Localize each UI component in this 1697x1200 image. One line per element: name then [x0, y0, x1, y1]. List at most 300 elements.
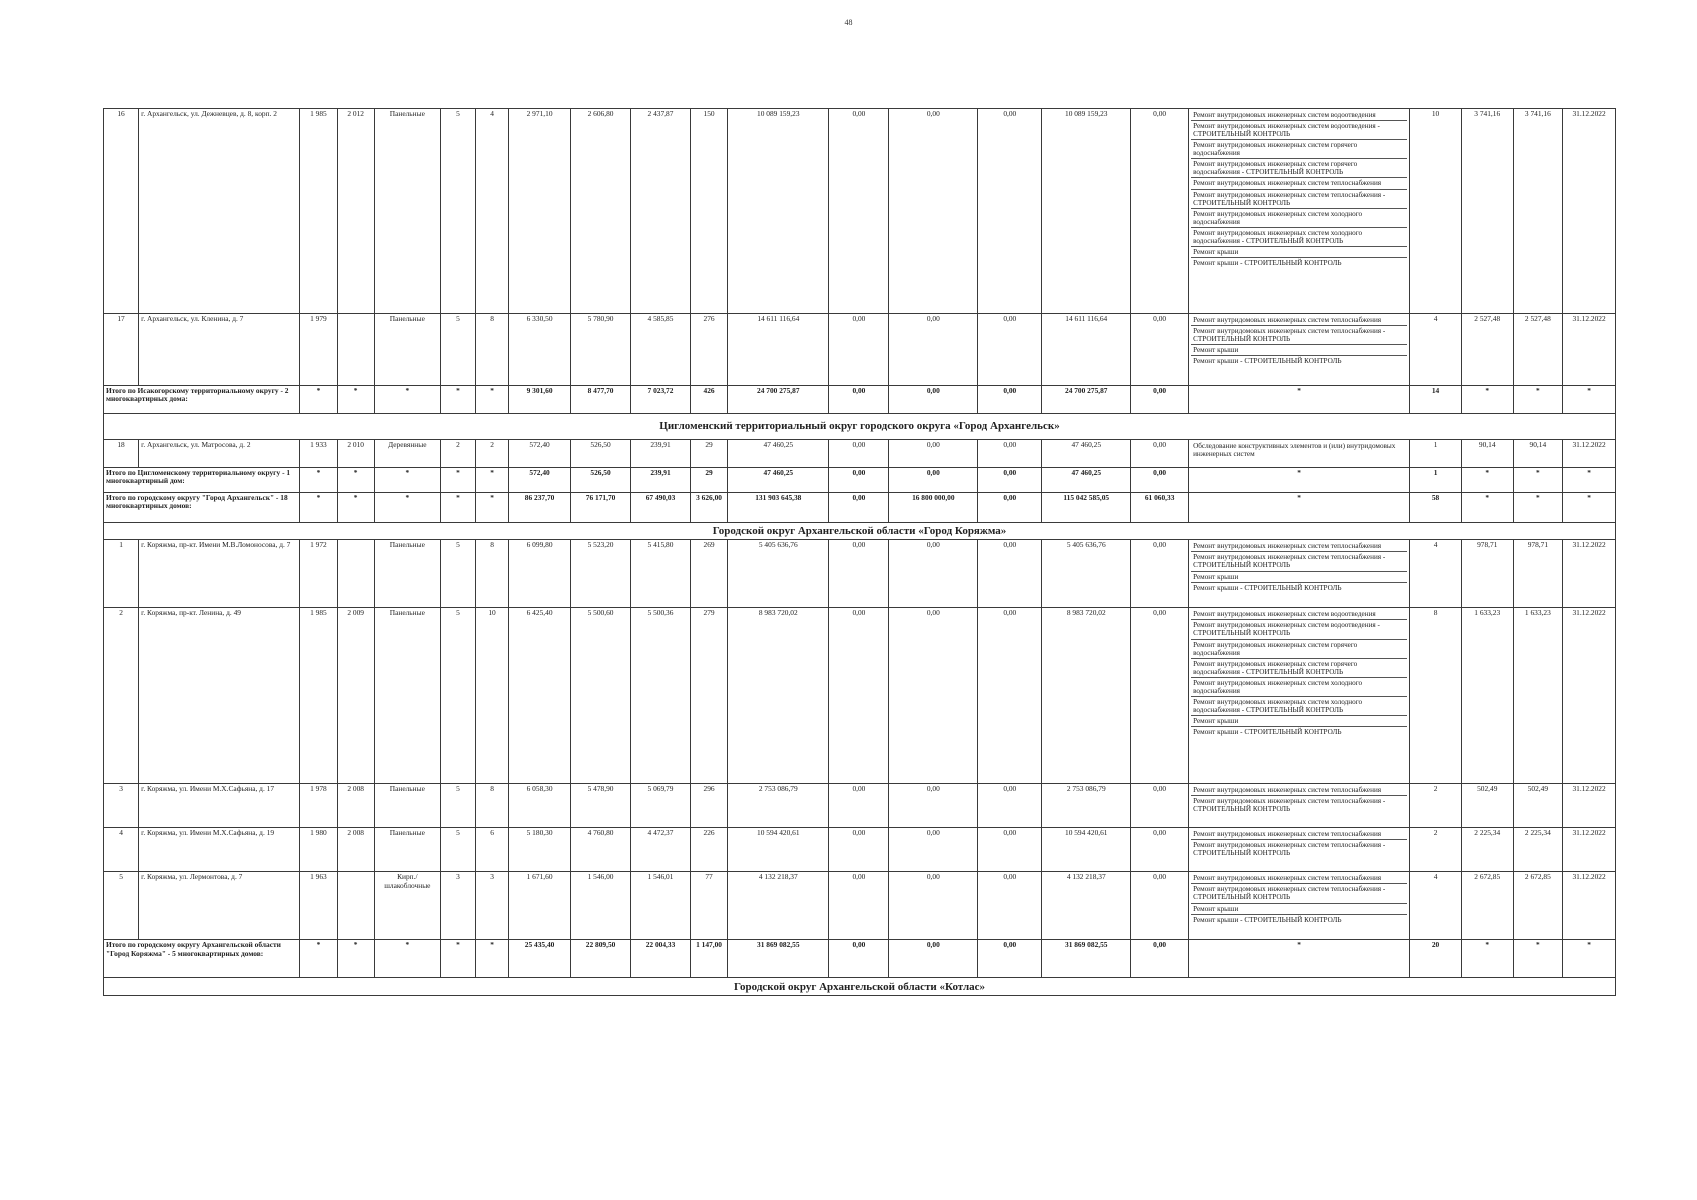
work-item: Ремонт внутридомовых инженерных систем теплоснабжения - СТРОИТЕЛЬНЫЙ КОНТРОЛЬ [1191, 552, 1407, 571]
fund-cell: 0,00 [829, 314, 889, 386]
work-item: Ремонт крыши - СТРОИТЕЛЬНЫЙ КОНТРОЛЬ [1193, 583, 1342, 592]
star-cell: * [440, 468, 475, 493]
entrances-cell: 8 [476, 784, 509, 828]
work-item: Ремонт внутридомовых инженерных систем водоотведения [1191, 110, 1407, 121]
other-funds-cell: 0,00 [1131, 314, 1189, 386]
budget-local-cell: 0,00 [978, 109, 1042, 314]
work-item: Ремонт внутридомовых инженерных систем теплоснабжения [1191, 178, 1407, 189]
section-title-cell: Городской округ Архангельской области «Город Коряжма» [104, 523, 1616, 540]
deadline-cell: 31.12.2022 [1563, 540, 1616, 608]
star-cell: * [476, 386, 509, 414]
residents-cell: 77 [690, 872, 727, 940]
budget-local-cell: 0,00 [978, 468, 1042, 493]
fund-cell: 0,00 [829, 493, 889, 523]
other-funds-cell: 0,00 [1131, 386, 1189, 414]
section-title-cell: Цигломенский территориальный округ городского округа «Город Архангельск» [104, 414, 1616, 440]
star-cell: * [374, 386, 440, 414]
budget-region-cell: 0,00 [889, 608, 978, 784]
entrances-cell: 10 [476, 608, 509, 784]
unit-cost-cell: 2 527,48 [1461, 314, 1513, 386]
owners-funds-cell: 31 869 082,55 [1042, 940, 1131, 978]
table-row [104, 540, 1616, 608]
table-row [104, 828, 1616, 872]
residents-cell: 1 147,00 [690, 940, 727, 978]
other-funds-cell: 0,00 [1131, 540, 1189, 608]
works-count-cell: 1 [1410, 468, 1462, 493]
budget-local-cell: 0,00 [978, 314, 1042, 386]
star-cell: * [337, 493, 374, 523]
total-row [104, 940, 1616, 978]
deadline-cell: 31.12.2022 [1563, 608, 1616, 784]
cost-total-cell: 131 903 645,38 [728, 493, 829, 523]
residents-cell: 150 [690, 109, 727, 314]
cost-total-cell: 47 460,25 [728, 440, 829, 468]
budget-region-cell: 0,00 [889, 540, 978, 608]
area-residential-cell: 22 004,33 [631, 940, 691, 978]
area-total-cell: 6 099,80 [509, 540, 571, 608]
star-cell: * [1513, 468, 1563, 493]
work-item: Ремонт крыши - СТРОИТЕЛЬНЫЙ КОНТРОЛЬ [1193, 258, 1342, 267]
table-body [104, 109, 1616, 996]
work-item: Ремонт крыши [1191, 345, 1407, 356]
year-built-cell: 1 985 [300, 109, 337, 314]
area-living-cell: 5 478,90 [571, 784, 631, 828]
budget-region-cell: 16 800 000,00 [889, 493, 978, 523]
table-row [104, 440, 1616, 468]
star-cell: * [1461, 468, 1513, 493]
work-item: Ремонт внутридомовых инженерных систем теплоснабжения - СТРОИТЕЛЬНЫЙ КОНТРОЛЬ [1191, 884, 1407, 903]
floors-cell: 2 [440, 440, 475, 468]
works-count-cell: 58 [1410, 493, 1462, 523]
unit-cost-cell: 3 741,16 [1461, 109, 1513, 314]
deadline-cell: 31.12.2022 [1563, 440, 1616, 468]
row-number-cell: 18 [104, 440, 139, 468]
year-built-cell: 1 985 [300, 608, 337, 784]
year-built-cell: 1 979 [300, 314, 337, 386]
row-number-cell: 16 [104, 109, 139, 314]
work-item: Обследование конструктивных элементов и (или) внутридомовых инженерных систем [1193, 442, 1396, 459]
year-repair-cell: 2 008 [337, 784, 374, 828]
wall-material-cell: Панельные [374, 784, 440, 828]
other-funds-cell: 0,00 [1131, 109, 1189, 314]
budget-region-cell: 0,00 [889, 828, 978, 872]
cost-total-cell: 4 132 218,37 [728, 872, 829, 940]
work-item: Ремонт внутридомовых инженерных систем теплоснабжения - СТРОИТЕЛЬНЫЙ КОНТРОЛЬ [1193, 841, 1386, 858]
work-item: Ремонт крыши [1191, 716, 1407, 727]
star-cell: * [440, 493, 475, 523]
cost-total-cell: 2 753 086,79 [728, 784, 829, 828]
works-count-cell: 10 [1410, 109, 1462, 314]
budget-local-cell: 0,00 [978, 784, 1042, 828]
wall-material-cell: Панельные [374, 828, 440, 872]
unit-max-cost-cell: 2 672,85 [1513, 872, 1563, 940]
fund-cell: 0,00 [829, 468, 889, 493]
other-funds-cell: 0,00 [1131, 468, 1189, 493]
works-list-cell [1189, 784, 1410, 828]
budget-region-cell: 0,00 [889, 940, 978, 978]
work-item: Ремонт внутридомовых инженерных систем теплоснабжения - СТРОИТЕЛЬНЫЙ КОНТРОЛЬ [1191, 190, 1407, 209]
cost-total-cell: 8 983 720,02 [728, 608, 829, 784]
year-repair-cell [337, 872, 374, 940]
works-list-cell [1189, 608, 1410, 784]
area-total-cell: 1 671,60 [509, 872, 571, 940]
area-residential-cell: 2 437,87 [631, 109, 691, 314]
star-cell: * [1189, 468, 1410, 493]
star-cell: * [374, 468, 440, 493]
star-cell: * [337, 940, 374, 978]
fund-cell: 0,00 [829, 386, 889, 414]
star-cell: * [440, 386, 475, 414]
area-residential-cell: 1 546,01 [631, 872, 691, 940]
address-cell: г. Коряжма, пр-кт. Имени М.В.Ломоносова, д. 7 [139, 540, 300, 608]
cost-total-cell: 47 460,25 [728, 468, 829, 493]
work-item: Ремонт крыши - СТРОИТЕЛЬНЫЙ КОНТРОЛЬ [1193, 915, 1342, 924]
area-residential-cell: 5 069,79 [631, 784, 691, 828]
total-row [104, 493, 1616, 523]
cost-total-cell: 31 869 082,55 [728, 940, 829, 978]
area-living-cell: 526,50 [571, 440, 631, 468]
works-count-cell: 8 [1410, 608, 1462, 784]
area-total-cell: 5 180,30 [509, 828, 571, 872]
year-built-cell: 1 972 [300, 540, 337, 608]
works-list-cell [1189, 440, 1410, 468]
unit-cost-cell: 1 633,23 [1461, 608, 1513, 784]
area-total-cell: 9 301,60 [509, 386, 571, 414]
area-living-cell: 1 546,00 [571, 872, 631, 940]
work-item: Ремонт внутридомовых инженерных систем теплоснабжения - СТРОИТЕЛЬНЫЙ КОНТРОЛЬ [1193, 797, 1386, 814]
star-cell: * [1563, 468, 1616, 493]
work-item: Ремонт внутридомовых инженерных систем горячего водоснабжения - СТРОИТЕЛЬНЫЙ КОНТРОЛЬ [1191, 159, 1407, 178]
year-built-cell: 1 980 [300, 828, 337, 872]
residents-cell: 29 [690, 468, 727, 493]
year-repair-cell [337, 314, 374, 386]
area-living-cell: 5 500,60 [571, 608, 631, 784]
other-funds-cell: 0,00 [1131, 784, 1189, 828]
works-count-cell: 4 [1410, 872, 1462, 940]
star-cell: * [1513, 940, 1563, 978]
unit-max-cost-cell: 502,49 [1513, 784, 1563, 828]
fund-cell: 0,00 [829, 872, 889, 940]
area-living-cell: 5 780,90 [571, 314, 631, 386]
wall-material-cell: Панельные [374, 540, 440, 608]
area-residential-cell: 67 490,03 [631, 493, 691, 523]
unit-max-cost-cell: 978,71 [1513, 540, 1563, 608]
area-living-cell: 4 760,80 [571, 828, 631, 872]
area-living-cell: 22 809,50 [571, 940, 631, 978]
residents-cell: 296 [690, 784, 727, 828]
owners-funds-cell: 10 594 420,61 [1042, 828, 1131, 872]
budget-local-cell: 0,00 [978, 440, 1042, 468]
section-header-row [104, 414, 1616, 440]
work-item: Ремонт внутридомовых инженерных систем горячего водоснабжения [1191, 140, 1407, 159]
address-cell: г. Архангельск, ул. Матросова, д. 2 [139, 440, 300, 468]
budget-region-cell: 0,00 [889, 872, 978, 940]
area-residential-cell: 4 585,85 [631, 314, 691, 386]
works-count-cell: 2 [1410, 784, 1462, 828]
other-funds-cell: 0,00 [1131, 940, 1189, 978]
floors-cell: 5 [440, 828, 475, 872]
fund-cell: 0,00 [829, 109, 889, 314]
total-row [104, 468, 1616, 493]
star-cell: * [1189, 386, 1410, 414]
owners-funds-cell: 5 405 636,76 [1042, 540, 1131, 608]
residents-cell: 29 [690, 440, 727, 468]
table-row [104, 314, 1616, 386]
deadline-cell: 31.12.2022 [1563, 828, 1616, 872]
area-total-cell: 6 425,40 [509, 608, 571, 784]
works-list-cell [1189, 109, 1410, 314]
cost-total-cell: 14 611 116,64 [728, 314, 829, 386]
area-total-cell: 6 330,50 [509, 314, 571, 386]
residents-cell: 269 [690, 540, 727, 608]
year-built-cell: 1 933 [300, 440, 337, 468]
total-label-cell: Итого по городскому округу Архангельской области "Город Коряжма" - 5 многоквартирных домов: [104, 940, 300, 978]
star-cell: * [476, 493, 509, 523]
owners-funds-cell: 115 042 585,05 [1042, 493, 1131, 523]
wall-material-cell: Деревянные [374, 440, 440, 468]
capital-repair-register-table [103, 108, 1616, 996]
area-living-cell: 5 523,20 [571, 540, 631, 608]
residents-cell: 426 [690, 386, 727, 414]
star-cell: * [300, 468, 337, 493]
cost-total-cell: 5 405 636,76 [728, 540, 829, 608]
entrances-cell: 8 [476, 540, 509, 608]
star-cell: * [476, 940, 509, 978]
work-item: Ремонт внутридомовых инженерных систем холодного водоснабжения - СТРОИТЕЛЬНЫЙ КОНТРОЛЬ [1191, 228, 1407, 247]
star-cell: * [476, 468, 509, 493]
budget-local-cell: 0,00 [978, 540, 1042, 608]
work-item: Ремонт внутридомовых инженерных систем горячего водоснабжения [1191, 640, 1407, 659]
work-item: Ремонт внутридомовых инженерных систем теплоснабжения - СТРОИТЕЛЬНЫЙ КОНТРОЛЬ [1191, 326, 1407, 345]
star-cell: * [300, 940, 337, 978]
section-header-row [104, 523, 1616, 540]
area-residential-cell: 5 415,80 [631, 540, 691, 608]
unit-max-cost-cell: 1 633,23 [1513, 608, 1563, 784]
budget-region-cell: 0,00 [889, 440, 978, 468]
unit-cost-cell: 978,71 [1461, 540, 1513, 608]
cost-total-cell: 24 700 275,87 [728, 386, 829, 414]
area-living-cell: 2 606,80 [571, 109, 631, 314]
wall-material-cell: Панельные [374, 109, 440, 314]
work-item: Ремонт внутридомовых инженерных систем теплоснабжения [1191, 541, 1407, 552]
work-item: Ремонт крыши - СТРОИТЕЛЬНЫЙ КОНТРОЛЬ [1193, 357, 1342, 366]
works-list-cell [1189, 540, 1410, 608]
star-cell: * [1563, 493, 1616, 523]
budget-local-cell: 0,00 [978, 940, 1042, 978]
unit-max-cost-cell: 2 225,34 [1513, 828, 1563, 872]
work-item: Ремонт внутридомовых инженерных систем теплоснабжения [1191, 785, 1407, 796]
works-count-cell: 4 [1410, 540, 1462, 608]
owners-funds-cell: 10 089 159,23 [1042, 109, 1131, 314]
address-cell: г. Коряжма, ул. Имени М.Х.Сафьяна, д. 17 [139, 784, 300, 828]
total-label-cell: Итого по Исакогорскому территориальному округу - 2 многоквартирных дома: [104, 386, 300, 414]
budget-region-cell: 0,00 [889, 109, 978, 314]
entrances-cell: 4 [476, 109, 509, 314]
unit-cost-cell: 90,14 [1461, 440, 1513, 468]
other-funds-cell: 0,00 [1131, 872, 1189, 940]
residents-cell: 279 [690, 608, 727, 784]
owners-funds-cell: 4 132 218,37 [1042, 872, 1131, 940]
other-funds-cell: 61 060,33 [1131, 493, 1189, 523]
table-row [104, 608, 1616, 784]
works-list-cell [1189, 314, 1410, 386]
deadline-cell: 31.12.2022 [1563, 314, 1616, 386]
work-item: Ремонт внутридомовых инженерных систем холодного водоснабжения [1191, 678, 1407, 697]
budget-local-cell: 0,00 [978, 828, 1042, 872]
star-cell: * [1189, 493, 1410, 523]
deadline-cell: 31.12.2022 [1563, 872, 1616, 940]
entrances-cell: 8 [476, 314, 509, 386]
floors-cell: 5 [440, 109, 475, 314]
year-built-cell: 1 963 [300, 872, 337, 940]
works-count-cell: 14 [1410, 386, 1462, 414]
budget-local-cell: 0,00 [978, 608, 1042, 784]
work-item: Ремонт крыши - СТРОИТЕЛЬНЫЙ КОНТРОЛЬ [1193, 728, 1342, 737]
table-row [104, 109, 1616, 314]
unit-max-cost-cell: 3 741,16 [1513, 109, 1563, 314]
section-title-cell: Городской округ Архангельской области «Котлас» [104, 978, 1616, 996]
address-cell: г. Архангельск, ул. Дежневцев, д. 8, корп. 2 [139, 109, 300, 314]
area-residential-cell: 7 023,72 [631, 386, 691, 414]
entrances-cell: 3 [476, 872, 509, 940]
area-residential-cell: 239,91 [631, 440, 691, 468]
year-repair-cell: 2 008 [337, 828, 374, 872]
area-total-cell: 572,40 [509, 468, 571, 493]
star-cell: * [1461, 386, 1513, 414]
owners-funds-cell: 24 700 275,87 [1042, 386, 1131, 414]
work-item: Ремонт внутридомовых инженерных систем теплоснабжения [1191, 873, 1407, 884]
residents-cell: 276 [690, 314, 727, 386]
wall-material-cell: Кирп./шлакоблочные [374, 872, 440, 940]
wall-material-cell: Панельные [374, 314, 440, 386]
budget-region-cell: 0,00 [889, 468, 978, 493]
owners-funds-cell: 47 460,25 [1042, 468, 1131, 493]
area-living-cell: 76 171,70 [571, 493, 631, 523]
row-number-cell: 2 [104, 608, 139, 784]
table-row [104, 872, 1616, 940]
star-cell: * [374, 940, 440, 978]
other-funds-cell: 0,00 [1131, 608, 1189, 784]
row-number-cell: 1 [104, 540, 139, 608]
floors-cell: 3 [440, 872, 475, 940]
star-cell: * [440, 940, 475, 978]
floors-cell: 5 [440, 784, 475, 828]
entrances-cell: 2 [476, 440, 509, 468]
wall-material-cell: Панельные [374, 608, 440, 784]
star-cell: * [1563, 940, 1616, 978]
other-funds-cell: 0,00 [1131, 828, 1189, 872]
budget-local-cell: 0,00 [978, 493, 1042, 523]
area-total-cell: 2 971,10 [509, 109, 571, 314]
page-number: 48 [844, 18, 853, 27]
table-row [104, 784, 1616, 828]
fund-cell: 0,00 [829, 784, 889, 828]
owners-funds-cell: 2 753 086,79 [1042, 784, 1131, 828]
row-number-cell: 3 [104, 784, 139, 828]
star-cell: * [337, 468, 374, 493]
address-cell: г. Коряжма, пр-кт. Ленина, д. 49 [139, 608, 300, 784]
floors-cell: 5 [440, 540, 475, 608]
star-cell: * [300, 493, 337, 523]
area-residential-cell: 4 472,37 [631, 828, 691, 872]
works-count-cell: 2 [1410, 828, 1462, 872]
star-cell: * [374, 493, 440, 523]
year-repair-cell: 2 009 [337, 608, 374, 784]
deadline-cell: 31.12.2022 [1563, 109, 1616, 314]
year-built-cell: 1 978 [300, 784, 337, 828]
area-total-cell: 572,40 [509, 440, 571, 468]
other-funds-cell: 0,00 [1131, 440, 1189, 468]
area-total-cell: 25 435,40 [509, 940, 571, 978]
owners-funds-cell: 47 460,25 [1042, 440, 1131, 468]
owners-funds-cell: 14 611 116,64 [1042, 314, 1131, 386]
address-cell: г. Коряжма, ул. Имени М.Х.Сафьяна, д. 19 [139, 828, 300, 872]
works-list-cell [1189, 872, 1410, 940]
total-row [104, 386, 1616, 414]
star-cell: * [1513, 386, 1563, 414]
area-total-cell: 86 237,70 [509, 493, 571, 523]
residents-cell: 3 626,00 [690, 493, 727, 523]
work-item: Ремонт крыши [1191, 904, 1407, 915]
area-living-cell: 8 477,70 [571, 386, 631, 414]
budget-local-cell: 0,00 [978, 386, 1042, 414]
work-item: Ремонт внутридомовых инженерных систем теплоснабжения [1191, 315, 1407, 326]
unit-max-cost-cell: 2 527,48 [1513, 314, 1563, 386]
works-list-cell [1189, 828, 1410, 872]
residents-cell: 226 [690, 828, 727, 872]
area-total-cell: 6 058,30 [509, 784, 571, 828]
entrances-cell: 6 [476, 828, 509, 872]
deadline-cell: 31.12.2022 [1563, 784, 1616, 828]
area-residential-cell: 239,91 [631, 468, 691, 493]
unit-cost-cell: 2 225,34 [1461, 828, 1513, 872]
work-item: Ремонт внутридомовых инженерных систем теплоснабжения [1191, 829, 1407, 840]
work-item: Ремонт крыши [1191, 572, 1407, 583]
total-label-cell: Итого по Цигломенскому территориальному округу - 1 многоквартирный дом: [104, 468, 300, 493]
fund-cell: 0,00 [829, 608, 889, 784]
work-item: Ремонт внутридомовых инженерных систем холодного водоснабжения [1191, 209, 1407, 228]
star-cell: * [1513, 493, 1563, 523]
address-cell: г. Архангельск, ул. Кленина, д. 7 [139, 314, 300, 386]
row-number-cell: 5 [104, 872, 139, 940]
star-cell: * [1461, 493, 1513, 523]
fund-cell: 0,00 [829, 440, 889, 468]
star-cell: * [1461, 940, 1513, 978]
cost-total-cell: 10 089 159,23 [728, 109, 829, 314]
works-count-cell: 4 [1410, 314, 1462, 386]
works-count-cell: 20 [1410, 940, 1462, 978]
star-cell: * [1189, 940, 1410, 978]
unit-cost-cell: 502,49 [1461, 784, 1513, 828]
fund-cell: 0,00 [829, 940, 889, 978]
owners-funds-cell: 8 983 720,02 [1042, 608, 1131, 784]
works-count-cell: 1 [1410, 440, 1462, 468]
budget-region-cell: 0,00 [889, 314, 978, 386]
unit-cost-cell: 2 672,85 [1461, 872, 1513, 940]
floors-cell: 5 [440, 608, 475, 784]
budget-region-cell: 0,00 [889, 784, 978, 828]
star-cell: * [337, 386, 374, 414]
year-repair-cell [337, 540, 374, 608]
fund-cell: 0,00 [829, 828, 889, 872]
star-cell: * [300, 386, 337, 414]
work-item: Ремонт внутридомовых инженерных систем холодного водоснабжения - СТРОИТЕЛЬНЫЙ КОНТРОЛЬ [1191, 697, 1407, 716]
work-item: Ремонт внутридомовых инженерных систем водоотведения - СТРОИТЕЛЬНЫЙ КОНТРОЛЬ [1191, 620, 1407, 639]
total-label-cell: Итого по городскому округу "Город Архангельск" - 18 многоквартирных домов: [104, 493, 300, 523]
work-item: Ремонт внутридомовых инженерных систем горячего водоснабжения - СТРОИТЕЛЬНЫЙ КОНТРОЛЬ [1191, 659, 1407, 678]
work-item: Ремонт внутридомовых инженерных систем водоотведения [1191, 609, 1407, 620]
year-repair-cell: 2 012 [337, 109, 374, 314]
